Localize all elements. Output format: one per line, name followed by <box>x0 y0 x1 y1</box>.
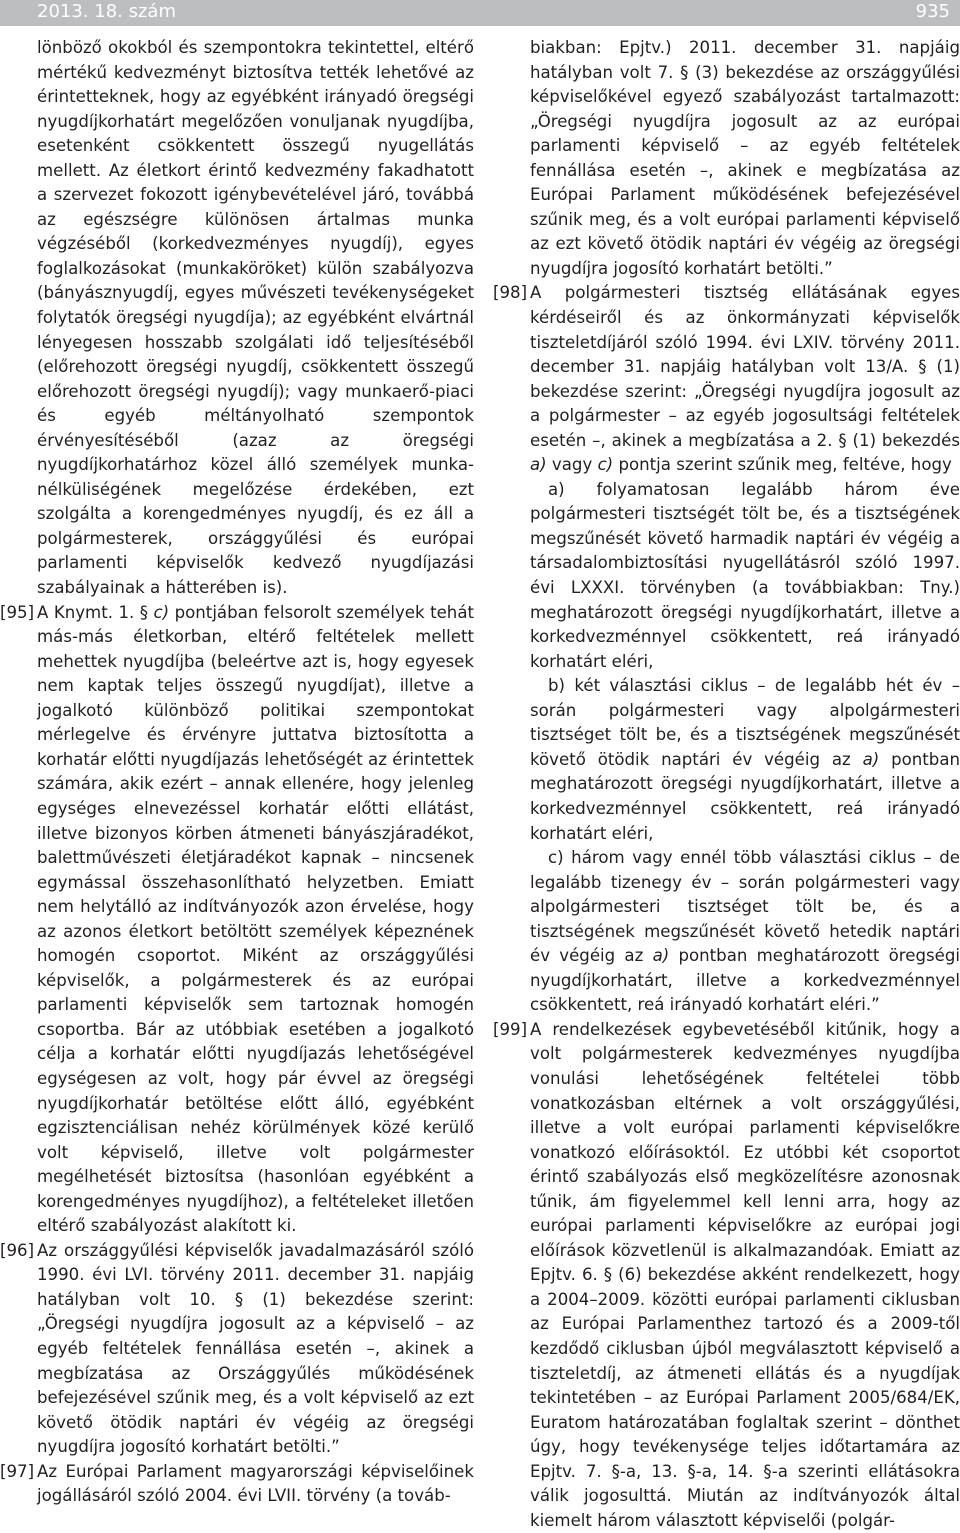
paragraph-text: Az Európai Parlament magyarországi képviselőinek jogállásáról szóló 2004. évi LVII. törvény (a továb- <box>37 1461 474 1506</box>
list-item-a: a) folyamatosan legalább három éve polgármesteri tisztségét tölt be, és a tisztségének megszűnését követő harmadik naptári év végéig a társadalombiztosítási nyugellátásról szóló 1997. évi LXXXI. törvényben (a továbbiakban: Tny.) meghatározott öregségi nyugdíjkorhatárt, illetve a korkedvezménnyel csökkentett, reá irányadó korhatárt eléri, <box>530 479 960 671</box>
footnote-97-continued: biakban: Epjtv.) 2011. december 31. napjáig hatályban volt 7. § (3) bekezdése az országgyűlési képviselőkével egyező szabályozást tartalmazott: „Öregségi nyugdíjra jogosult az az európai parlamenti képviselő – az egyéb feltételek fennállása esetén –, akinek e megbízatása az Európai Parlament működésének befejezésével szűnik meg, és a volt európai parlamenti képviselő az ezt követő ötödik naptári év végéig az öregségi nyugdíjra jogosító korhatárt betölti.” <box>530 38 960 278</box>
footnote-95 <box>0 601 474 1239</box>
footnote-99 <box>493 1018 960 1533</box>
continued-paragraph: lönböző okokból és szempontokra tekintettel, eltérő mértékű kedvezményt biztosítva tették lehetővé az érintetteknek, hogy az egyébként irányadó öregségi nyugdíjkorhatárt megelőzően vonuljanak nyugdíjba, esetenként csökkentett összegű nyugellátás mellett. Az életkort érintő kedvezmény fakadhatott a szervezet fokozott igénybevételével járó, továbbá az egészségre különösen ártalmas munka végzéséből (korkedvezményes nyugdíj), egyes foglalkozásokat (munkaköröket) külön szabályozva (bányásznyugdíj, egyes művészeti tevékenységeket folytatók öregségi nyugdíja); az egyébként elvártnál lényegesen hosszabb szolgálati idő teljesítéséből (előrehozott öregségi nyugdíj, csökkentett összegű előrehozott öregségi nyugdíj); vagy munkaerő-piaci és egyéb méltányolható szempontok érvényesítéséből (azaz az öregségi nyugdíjkorhatárhoz közel álló személyek munka-nélküliségének megelőzése érdekében, ezt szolgálta a korengedményes nyugdíj, és ez áll a polgármesterek, országgyűlési és európai parlamenti képviselők kedvező nyugdíjazási szabályainak a hátterében is). <box>37 38 474 598</box>
footnote-98 <box>493 281 960 477</box>
footnote-97 <box>0 1460 474 1509</box>
paragraph-number: [95] <box>0 602 35 622</box>
list-item-c: c) három vagy ennél több választási ciklus – de legalább tizenegy év – során polgármesteri vagy alpolgármesteri tisztséget tölt be, és a tisztségének megszűnését követő hetedik naptári év végéig az a) pontban meghatározott öregségi nyugdíjkorhatárt, illetve a korkedvezménnyel csökkentett, reá irányadó korhatárt eléri.” <box>530 848 960 1015</box>
running-header <box>0 0 960 26</box>
list-item-b: b) két választási ciklus – de legalább hét év – során polgármesteri vagy alpolgármesteri tisztséget tölt be, és a tisztségének megszűnését követő ötödik naptári év végéig az a) pontban meghatározott öregségi nyugdíjkorhatárt, illetve a korkedvezménnyel csökkentett, reá irányadó korhatárt eléri, <box>530 676 960 843</box>
paragraph-text: A rendelkezések egybevetéséből kitűnik, hogy a volt polgármesterek kedvezményes nyugdíjba vonulási lehetőségének feltételei több vonatkozásban eltérnek a volt országgyűlési, illetve a volt európai parlamenti képviselőkre vonatkozó előírásoktól. Ez utóbbi két csoportot érintő szabályozás első megközelítésre azonosnak tűnik, ám figyelemmel kell lenni arra, hogy az európai parlamenti képviselőkre az európai jogi előírások közvetlenül is alkalmazandóak. Emiatt az Epjtv. 6. § (6) bekezdése akként rendelkezett, hogy a 2004–2009. közötti európai parlamenti ciklusban az Európai Parlamenthez tartozó és a 2009-től kezdődő ciklusban újból megválasztott képviselő a tiszteletdíj, az átmeneti ellátás és a nyugdíjak tekintetében – az Európai Parlament 2005/684/EK, Euratom határozatában foglaltak szerint – dönthet úgy, hogy tevékenysége teljes időtartamára az Epjtv. 7. §-a, 13. §-a, 14. §-a szerinti ellátásokra válik jogosulttá. Miután az indítványozók által kiemelt három választott képviselői (polgár- <box>530 1019 960 1530</box>
paragraph-number: [96] <box>0 1240 35 1260</box>
left-column <box>0 36 474 1509</box>
paragraph-number: [97] <box>0 1461 35 1481</box>
issue-label: 2013. 18. szám <box>37 1 176 22</box>
paragraph-text: Az országgyűlési képviselők javadalmazásáról szóló 1990. évi LVI. törvény 2011. december 31. napjáig hatályban volt 10. § (1) bekezdése szerint: „Öregségi nyugdíjra jogosult az a képviselő – az egyéb feltételek fennállása esetén –, akinek a megbízatása az Országgyűlés működésének befejezésével szűnik meg, és a volt képviselő az ezt követő ötödik naptári év végéig az öregségi nyugdíjra jogosító korhatárt betölti.” <box>37 1240 474 1457</box>
footnote-96 <box>0 1239 474 1460</box>
paragraph-text: A polgármesteri tisztség ellátásának egyes kérdéseiről és az önkormányzati képviselők tiszteletdíjáról szóló 1994. évi LXIV. törvény 2011. december 31. napjáig hatályban volt 13/A. § (1) bekezdése szerint: „Öregségi nyugdíjra jogosult az a polgármester – az egyéb jogosultsági feltételek esetén –, akinek a megbízatása a 2. § (1) bekezdés a) vagy c) pontja szerint szűnik meg, feltéve, hogy <box>530 283 960 475</box>
paragraph-number: [98] <box>493 283 528 303</box>
page-number: 935 <box>915 1 950 22</box>
paragraph-number: [99] <box>493 1019 528 1039</box>
paragraph-text: A Knymt. 1. § c) pontjában felsorolt személyek tehát más-más életkorban, eltérő feltételek mellett mehettek nyugdíjba (beleértve azt is, hogy egyesek nem kaptak teljes összegű nyugdíjat), illetve a jogalkotó különböző politikai szempontokat mérlegelve és érvényre juttatva biztosította a korhatár előtti nyugdíjazás lehetőségét az érintettek számára, akik ezért – annak ellenére, hogy jelenleg egységes elnevezéssel korhatár előtti ellátást, illetve bizonyos körben átmeneti bányászjáradékot, balettművészeti életjáradékot kapnak – nincsenek egymással összehasonlítható helyzetben. Emiatt nem helytálló az indítványozók azon érvelése, hogy az azonos életkort betöltött személyek képeznének homogén csoportot. Miként az országgyűlési képviselők, a polgármesterek és az európai parlamenti képviselők sem tartoznak homogén csoportba. Bár az utóbbiak esetében a jogalkotó célja a korhatár előtti nyugdíjazás lehetőségével egységesen az volt, hogy pár évvel az öregségi nyugdíjkorhatár betöltése előtt álló, egyébként egzisztenciálisan nehéz körülmények közé kerülő volt képviselő, illetve volt polgármester megélhetését biztosítsa (hasonlóan egyébként a korengedményes nyugdíjhoz), a feltételeket illetően eltérő szabályozást alakított ki. <box>37 602 474 1236</box>
right-column <box>493 36 960 1533</box>
